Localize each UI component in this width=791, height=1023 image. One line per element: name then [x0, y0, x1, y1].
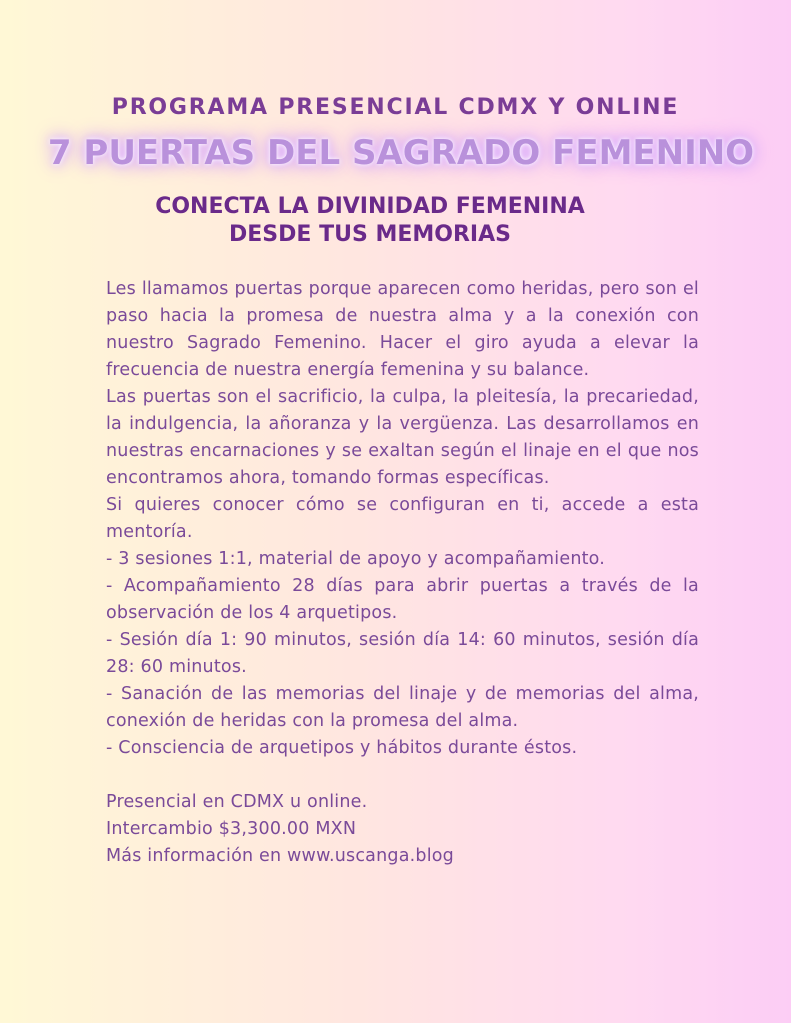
tagline — [0, 193, 740, 249]
price-line: Intercambio $3,300.00 MXN — [106, 819, 357, 839]
bullet-item: - Consciencia de arquetipos y hábitos durante éstos. — [106, 738, 578, 758]
main-title: 7 PUERTAS DEL SAGRADO FEMENINO — [47, 133, 755, 173]
intro-paragraph: Les llamamos puertas porque aparecen como heridas, pero son el paso hacia la promesa de nuestra alma y a la conexión con nuestro Sagrado Femenino. Hacer el giro ayuda a elevar la frecuencia de nuestra energía femenina y su balance. — [106, 279, 699, 380]
body-text — [106, 276, 699, 870]
spacer — [106, 762, 699, 789]
tagline-line-2: DESDE TUS MEMORIAS — [229, 222, 511, 247]
bullet-item: - 3 sesiones 1:1, material de apoyo y acompañamiento. — [106, 549, 606, 569]
bullet-item: - Sanación de las memorias del linaje y de memorias del alma, conexión de heridas con la promesa del alma. — [106, 684, 699, 731]
info-link[interactable]: Más información en www.uscanga.blog — [106, 846, 454, 866]
bullet-item: - Acompañamiento 28 días para abrir puertas a través de la observación de los 4 arquetipos. — [106, 576, 699, 623]
tagline-line-1: CONECTA LA DIVINIDAD FEMENINA — [155, 194, 585, 219]
doors-paragraph: Las puertas son el sacrificio, la culpa, la pleitesía, la precariedad, la indulgencia, la añoranza y la vergüenza. Las desarrollamos en nuestras encarnaciones y se exaltan según el linaje en el que nos encontramos ahora, tomando formas específicas. — [106, 387, 699, 488]
mode-line: Presencial en CDMX u online. — [106, 792, 368, 812]
bullet-item: - Sesión día 1: 90 minutos, sesión día 14: 60 minutos, sesión día 28: 60 minutos. — [106, 630, 699, 677]
program-kicker: PROGRAMA PRESENCIAL CDMX Y ONLINE — [111, 95, 680, 120]
cta-paragraph: Si quieres conocer cómo se configuran en ti, accede a esta mentoría. — [106, 495, 699, 542]
